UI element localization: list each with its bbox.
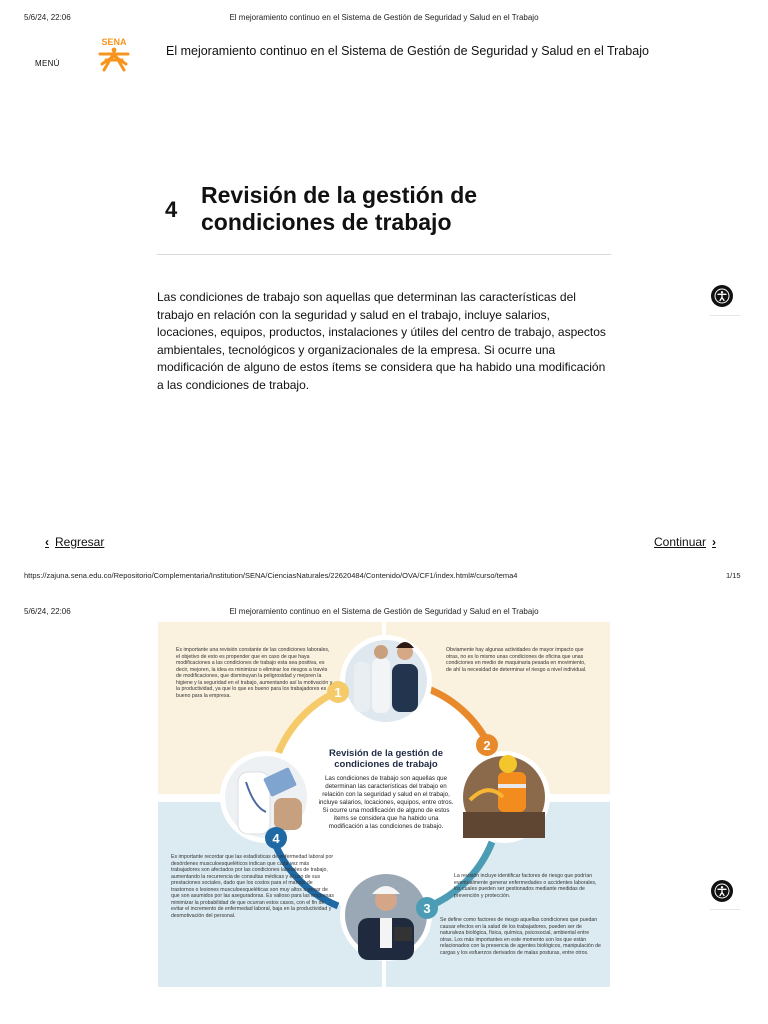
accessibility-button[interactable] [711,285,733,307]
svg-text:4: 4 [272,831,280,846]
info-text-2: Obviamente hay algunas actividades de mayor impacto que otras, no es lo mismo unas condiciones de oficina que unas condiciones en medio de maquinaria pesada en movimiento, de ahí la necesidad de determinar el riesgo a nivel individual. [446,647,587,673]
info-text-3b: Se define como factores de riesgo aquellas condiciones que puedan causar efectos en la salud de los trabajadores, pueden ser de naturaleza biológica, física, química, psicosocial, ambiental entre otras. Los más importantes en este momento son los que están relacionados con la presencia de agentes biológicos, manipulación de cargas y los esfuerzos derivados de malas posturas, entre otros. [440,917,601,956]
badge-2 [476,734,498,756]
svg-text:1: 1 [334,685,342,700]
chevron-right-icon: › [712,535,717,549]
infographic [158,622,610,987]
print-date: 5/6/24, 22:06 [24,13,71,22]
info-text-3a: La revisión incluye identificar factores de riesgo que podrían eventualmente generar enfermedades o accidentes laborales, los cuales pueden ser gestionados mediante medidas de prevención y protección. [454,873,597,899]
infographic-center-body: Las condiciones de trabajo son aquellas que determinan las características del trabajo en relación con la seguridad y salud en el trabajo, incluye salarios, locaciones, equipos, entre otros. Si ocurre una modificación de alguno de estos ítems se considera que ha habido una modificación a las condiciones de trabajo. [318,775,454,830]
infographic-center-title: Revisión de la gestión de condiciones de trabajo [328,748,444,770]
badge-4 [265,827,287,849]
info-text-4: Es importante recordar que las estadísticas de enfermedad laboral por desórdenes musculoesqueléticos indican que cada vez más trabajadores son afectados por las condiciones laborales de trabajo, aumentando la recurrencia de consultas médicas y el uso de sus prestaciones sociales, dado que los costos para el manejo de trastornos o lesiones musculoesqueléticas son muy altos a pesar de que son asumidos por las aseguradoras. Es valioso para las empresas minimizar la probabilidad de que ocurran estos casos, con el fin de evitar el incremento de enfermedad laboral, baja en la productividad y desmotivación del personal. [171,854,334,919]
section-number: 4 [165,197,178,222]
menu-button[interactable]: MENÚ [35,59,60,68]
back-link[interactable] [45,535,104,549]
next-label: Continuar [654,535,707,549]
photo-2-worker [458,751,550,843]
accessibility-icon [714,288,730,304]
logo-text: SENA [101,37,127,47]
svg-text:2: 2 [483,738,491,753]
print-title: El mejoramiento continuo en el Sistema de Gestión de Seguridad y Salud en el Trabajo [229,13,539,22]
sena-logo[interactable] [94,34,134,72]
accessibility-divider-2 [710,909,740,910]
footer-url: https://zajuna.sena.edu.co/Repositorio/Complementaria/Institution/SENA/CienciasNaturales/22620484/Contenido/OVA/CF1/index.html#/curso/tema4 [24,571,518,580]
accessibility-button-2[interactable] [711,880,733,902]
print-date-2: 5/6/24, 22:06 [24,607,71,616]
footer-page-number: 1/15 [726,571,741,580]
info-text-1: Es importante una revisión constante de las condiciones laborales, el objetivo de esto es propender que en caso de que haya modificaciones a las condiciones de trabajo esta sea positiva, es decir, mejoren, la idea es minimizar o eliminar los riesgos a través de modificaciones, que disminuyan la peligrosidad y mejoren la higiene y la seguridad en el trabajo, aumentando así la motivación y la productividad, ya que lo que es bueno para los trabajadores es bueno para la empresa. [176,647,333,699]
print-title-2: El mejoramiento continuo en el Sistema de Gestión de Seguridad y Salud en el Trabajo [229,607,539,616]
svg-text:3: 3 [423,901,431,916]
section-body: Las condiciones de trabajo son aquellas que determinan las características del trabajo en relación con la seguridad y salud en el trabajo, incluye salarios, locaciones, equipos, productos, instalaciones y útiles del centro de trabajo, aspectos ambientales, tecnológicos y organizacionales de la empresa. Si ocurre una modificación de alguno de estos ítems se considera que ha habido una modificación a las condiciones de trabajo. [157,290,606,392]
sena-logo-icon [94,34,134,72]
section-title: Revisión de la gestión de condiciones de trabajo [201,182,478,235]
accessibility-icon-2 [714,883,730,899]
photo-1-team [340,635,432,727]
chevron-left-icon: ‹ [45,535,49,549]
accessibility-divider [710,315,740,316]
back-label: Regresar [55,535,105,549]
site-title: El mejoramiento continuo en el Sistema de Gestión de Seguridad y Salud en el Trabajo [166,44,649,58]
section-divider [157,254,611,255]
photo-4-doctor [220,751,312,843]
next-link[interactable] [654,535,716,549]
photo-3-engineer [340,869,432,961]
badge-3 [416,897,438,919]
